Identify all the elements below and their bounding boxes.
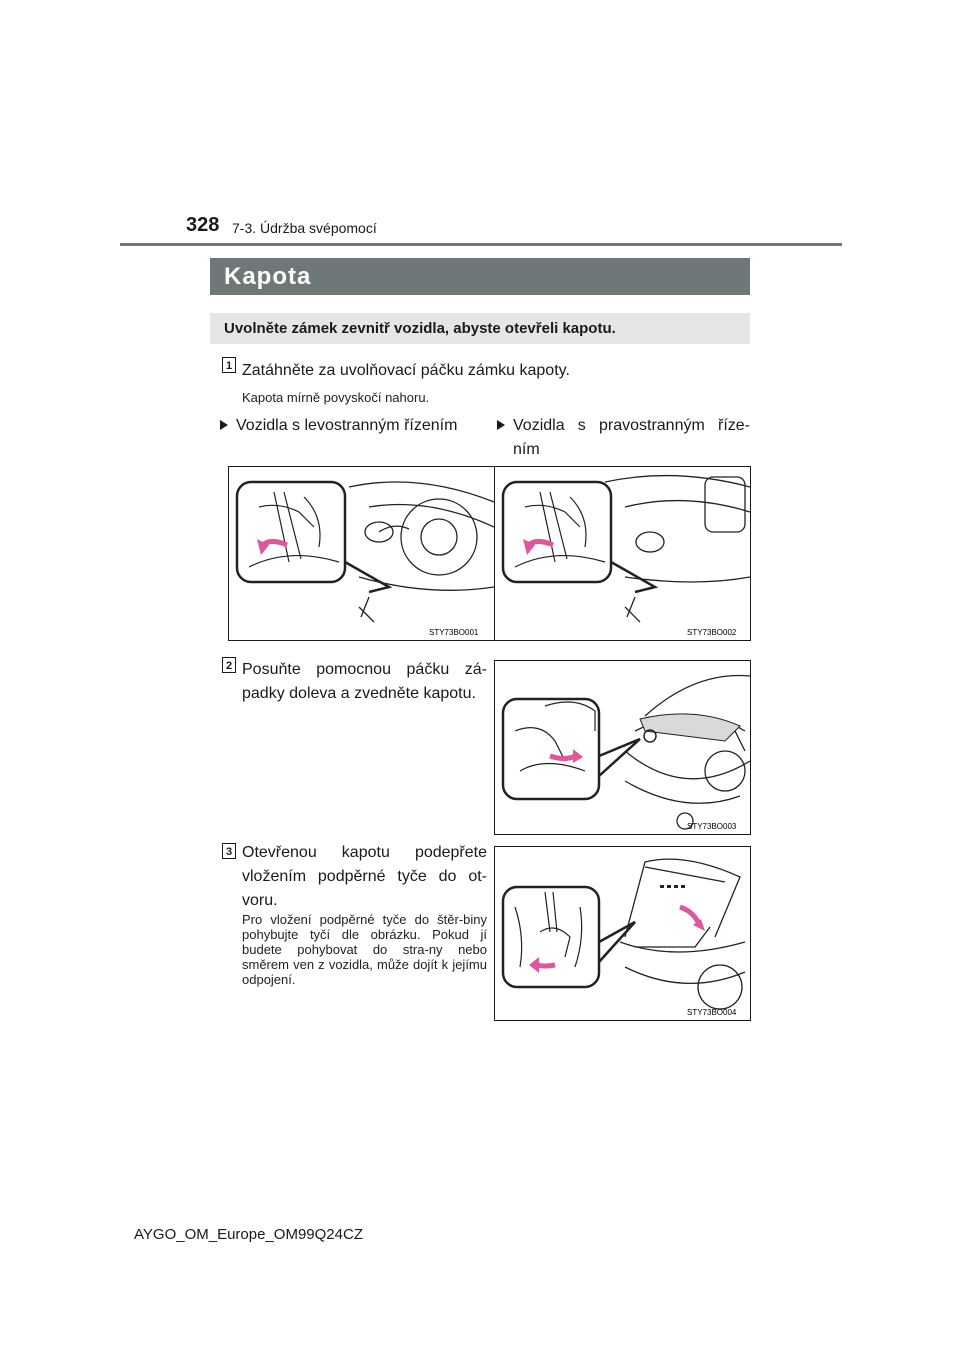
section-title: 7-3. Údržba svépomocí: [232, 220, 377, 236]
dashboard-illustration: [229, 467, 494, 640]
page-heading: Kapota: [210, 258, 750, 295]
intro-box: Uvolněte zámek zevnitř vozidla, abyste otevřeli kapotu.: [210, 313, 750, 344]
triangle-bullet-icon: [497, 420, 505, 430]
car-front-illustration: [495, 661, 750, 834]
step-number-3: 3: [222, 843, 236, 859]
figure-hood-secondary-latch: [494, 660, 751, 835]
variant-rhd-label: Vozidla s pravostranným říze-ním: [513, 417, 750, 458]
dashboard-illustration: [495, 467, 750, 640]
figure-hood-support-rod: [494, 846, 751, 1021]
figure-code: STY73BO001: [429, 628, 479, 637]
figure-code: STY73BO002: [687, 628, 737, 637]
step-3-note: Pro vložení podpěrné tyče do štěr-biny pohybujte tyčí dle obrázku. Pokud jí budete pohybovat do stra-ny nebo směrem ven z vozidla, může dojít k jejímu odpojení.: [242, 912, 487, 987]
page-number: 328: [186, 214, 220, 236]
step-number-2: 2: [222, 657, 236, 673]
step-2-text: Posuňte pomocnou páčku zá-padky doleva a zvedněte kapotu.: [242, 661, 487, 702]
figure-rhd-release-lever: [494, 466, 751, 641]
figure-code: STY73BO004: [687, 1008, 737, 1017]
figure-lhd-release-lever: [228, 466, 495, 641]
variant-lhd-label: Vozidla s levostranným řízením: [236, 417, 458, 434]
step-1-text: Zatáhněte za uvolňovací páčku zámku kapoty.: [242, 362, 570, 379]
variant-lhd: [220, 414, 490, 438]
variant-rhd: [497, 414, 750, 462]
step-3-text: Otevřenou kapotu podepřete vložením podpěrné tyče do ot-voru.: [242, 844, 487, 909]
figure-code: STY73BO003: [687, 822, 737, 831]
footer-doc-id: AYGO_OM_Europe_OM99Q24CZ: [134, 1226, 363, 1243]
open-hood-illustration: [495, 847, 750, 1020]
header-rule: [120, 243, 842, 246]
step-1-note: Kapota mírně povyskočí nahoru.: [242, 390, 430, 405]
step-number-1: 1: [222, 357, 236, 373]
triangle-bullet-icon: [220, 420, 228, 430]
